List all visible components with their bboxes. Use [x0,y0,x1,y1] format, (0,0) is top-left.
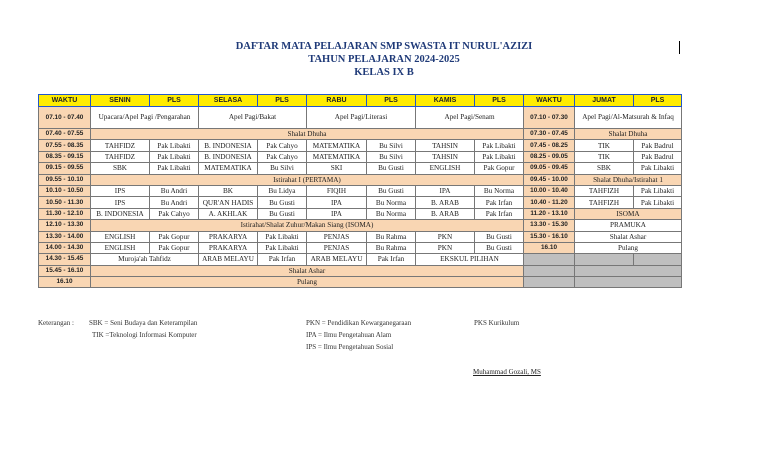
time-cell: 08.35 - 09.15 [39,151,91,162]
friday-cell: Shalat Dhuha [575,129,682,140]
subject-cell: TAHFIDZ [91,151,150,162]
schedule-cell: Apel Pagi/Bakat [199,107,307,129]
subject-cell: PKN [416,242,475,253]
teacher-cell: Pak Gopur [150,242,199,253]
time-cell: 13.30 - 14.00 [39,231,91,242]
teacher-cell: Pak Libakti [475,151,524,162]
time-cell: 14.00 - 14.30 [39,242,91,253]
friday-time-cell: 09.45 - 10.00 [524,174,575,185]
doc-subtitle-year: TAHUN PELAJARAN 2024-2025 [308,54,460,65]
table-row [39,129,682,140]
teacher-cell: Pak Badrul [634,151,682,162]
subject-cell: TIK [575,140,634,151]
teacher-cell: Bu Gusti [258,197,307,208]
teacher-cell: Bu Andri [150,185,199,196]
time-cell: 16.10 [39,277,91,288]
teacher-cell: Pak Libakti [634,163,682,174]
teacher-cell: Pak Libakti [475,140,524,151]
subject-cell: ENGLISH [91,231,150,242]
time-cell: 07.55 - 08.35 [39,140,91,151]
teacher-cell: Bu Gusti [258,208,307,219]
teacher-cell: Pak Cahyo [258,140,307,151]
teacher-cell: Bu Rahma [367,242,416,253]
table-row [39,107,682,129]
teacher-cell: Pak Badrul [634,140,682,151]
subject-cell: TIK [575,151,634,162]
subject-cell: IPA [307,197,367,208]
subject-cell: MATEMATIKA [307,151,367,162]
teacher-cell: Bu Silvi [367,140,416,151]
table-row [39,265,682,276]
legend-tik: TIK =Teknologi Informasi Komputer [92,331,197,339]
table-row [39,140,682,151]
subject-cell: A. AKHLAK [199,208,258,219]
break-band: Pulang [91,277,524,288]
schedule-cell: Muroja'ah Tahfidz [91,254,199,265]
time-cell: 14.30 - 15.45 [39,254,91,265]
header-cell: SELASA [199,95,258,107]
empty-cell [575,254,634,265]
subject-cell: TAHFIZH [575,185,634,196]
friday-cell: Apel Pagi/Al-Matsurah & Infaq [575,107,682,129]
schedule-cell: EKSKUL PILIHAN [416,254,524,265]
teacher-cell: Bu Norma [367,197,416,208]
schedule-cell: Upacara/Apel Pagi /Pengarahan [91,107,199,129]
legend-sbk: SBK = Seni Budaya dan Keterampilan [89,319,198,327]
teacher-cell: Pak Gopur [150,231,199,242]
teacher-cell: Bu Lidya [258,185,307,196]
table-row [39,242,682,253]
time-cell: 15.45 - 16.10 [39,265,91,276]
header-cell: PLS [258,95,307,107]
friday-time-cell: 10.00 - 10.40 [524,185,575,196]
empty-cell [575,277,682,288]
friday-time-cell: 07.45 - 08.25 [524,140,575,151]
teacher-cell: Pak Irfan [258,254,307,265]
subject-cell: B. ARAB [416,208,475,219]
table-row [39,197,682,208]
subject-cell: TAHFIZH [575,197,634,208]
time-cell: 12.10 - 13.30 [39,220,91,231]
subject-cell: ARAB MELAYU [307,254,367,265]
header-cell: PLS [367,95,416,107]
teacher-cell: Bu Gusti [475,231,524,242]
teacher-cell: Pak Irfan [367,254,416,265]
time-cell: 09.15 - 09.55 [39,163,91,174]
teacher-cell: Pak Cahyo [150,208,199,219]
header-cell: SENIN [91,95,150,107]
header-cell: PLS [475,95,524,107]
teacher-cell: Pak Cahyo [258,151,307,162]
table-row [39,220,682,231]
teacher-cell: Pak Irfan [475,197,524,208]
teacher-cell: Pak Libakti [150,140,199,151]
subject-cell: BK [199,185,258,196]
schedule-table [38,94,682,288]
legend-label: Keterangan : [38,319,74,327]
teacher-cell: Pak Irfan [475,208,524,219]
empty-cell [575,265,682,276]
table-row [39,174,682,185]
header-cell: RABU [307,95,367,107]
friday-time-cell: 09.05 - 09.45 [524,163,575,174]
teacher-cell: Pak Libakti [258,242,307,253]
legend-ipa: IPA = Ilmu Pengetahuan Alam [306,331,392,339]
subject-cell: TAHSIN [416,140,475,151]
header-cell: KAMIS [416,95,475,107]
subject-cell: PRAKARYA [199,242,258,253]
subject-cell: SBK [91,163,150,174]
time-cell: 10.50 - 11.30 [39,197,91,208]
subject-cell: TAHFIDZ [91,140,150,151]
subject-cell: B. INDONESIA [199,140,258,151]
teacher-cell: Bu Gusti [475,242,524,253]
friday-cell: Pulang [575,242,682,253]
header-cell: PLS [150,95,199,107]
time-cell: 09.55 - 10.10 [39,174,91,185]
teacher-cell: Bu Gusti [367,185,416,196]
friday-cell: Shalat Dhuha/Istirahat 1 [575,174,682,185]
teacher-cell: Pak Libakti [634,185,682,196]
text-cursor [679,41,680,54]
friday-cell: Shalat Ashar [575,231,682,242]
doc-subtitle-class: KELAS IX B [354,67,414,78]
teacher-cell: Bu Norma [367,208,416,219]
friday-time-cell: 13.30 - 15.30 [524,220,575,231]
subject-cell: IPA [416,185,475,196]
break-band: Shalat Ashar [91,265,524,276]
friday-time-cell: 16.10 [524,242,575,253]
empty-cell [524,265,575,276]
subject-cell: ENGLISH [416,163,475,174]
teacher-cell: Pak Libakti [258,231,307,242]
friday-time-cell: 15.30 - 16.10 [524,231,575,242]
subject-cell: QUR'AN HADIS [199,197,258,208]
header-cell: WAKTU [39,95,91,107]
friday-time-cell: 11.20 - 13.10 [524,208,575,219]
teacher-cell: Pak Gopur [475,163,524,174]
teacher-cell: Bu Gusti [367,163,416,174]
schedule-cell: Apel Pagi/Senam [416,107,524,129]
subject-cell: B. INDONESIA [91,208,150,219]
teacher-cell: Pak Libakti [150,151,199,162]
subject-cell: IPS [91,185,150,196]
subject-cell: ARAB MELAYU [199,254,258,265]
break-band: Istirahat I (PERTAMA) [91,174,524,185]
subject-cell: PENJAS [307,242,367,253]
time-cell: 11.30 - 12.10 [39,208,91,219]
friday-time-cell: 07.30 - 07.45 [524,129,575,140]
legend-ips: IPS = Ilmu Pengetahuan Sosial [306,343,394,351]
subject-cell: MATEMATIKA [199,163,258,174]
header-cell: PLS [634,95,682,107]
teacher-cell: Bu Silvi [367,151,416,162]
empty-cell [634,254,682,265]
subject-cell: IPA [307,208,367,219]
friday-time-cell: 08.25 - 09.05 [524,151,575,162]
subject-cell: ENGLISH [91,242,150,253]
subject-cell: PENJAS [307,231,367,242]
subject-cell: SBK [575,163,634,174]
header-cell: JUMAT [575,95,634,107]
teacher-cell: Pak Libakti [150,163,199,174]
teacher-cell: Bu Norma [475,185,524,196]
teacher-cell: Bu Silvi [258,163,307,174]
friday-time-cell: 07.10 - 07.30 [524,107,575,129]
subject-cell: IPS [91,197,150,208]
table-row [39,208,682,219]
teacher-cell: Bu Andri [150,197,199,208]
teacher-cell: Pak Libakti [634,197,682,208]
subject-cell: SKI [307,163,367,174]
time-cell: 10.10 - 10.50 [39,185,91,196]
time-cell: 07.10 - 07.40 [39,107,91,129]
subject-cell: MATEMATIKA [307,140,367,151]
legend-pkn: PKN = Pendidikan Kewarganegaraan [306,319,412,327]
header-cell: WAKTU [524,95,575,107]
subject-cell: TAHSIN [416,151,475,162]
teacher-cell: Bu Rahma [367,231,416,242]
empty-cell [524,277,575,288]
break-band: Istirahat/Shalat Zuhur/Makan Siang (ISOMA) [91,220,524,231]
empty-cell [524,254,575,265]
break-band: Shalat Dhuha [91,129,524,140]
schedule-cell: Apel Pagi/Literasi [307,107,416,129]
signature-name: Muhammad Gozali, MS [473,368,541,376]
subject-cell: PKN [416,231,475,242]
friday-time-cell: 10.40 - 11.20 [524,197,575,208]
table-row [39,277,682,288]
subject-cell: FIQIH [307,185,367,196]
friday-cell: ISOMA [575,208,682,219]
subject-cell: B. INDONESIA [199,151,258,162]
friday-cell: PRAMUKA [575,220,682,231]
table-row [39,151,682,162]
doc-title: DAFTAR MATA PELAJARAN SMP SWASTA IT NURUL'AZIZI [235,41,533,52]
table-row [39,163,682,174]
subject-cell: PRAKARYA [199,231,258,242]
time-cell: 07.40 - 07.55 [39,129,91,140]
table-header-row [39,95,682,107]
table-row [39,185,682,196]
pks-label: PKS Kurikulum [474,319,520,327]
table-row [39,254,682,265]
subject-cell: B. ARAB [416,197,475,208]
table-row [39,231,682,242]
